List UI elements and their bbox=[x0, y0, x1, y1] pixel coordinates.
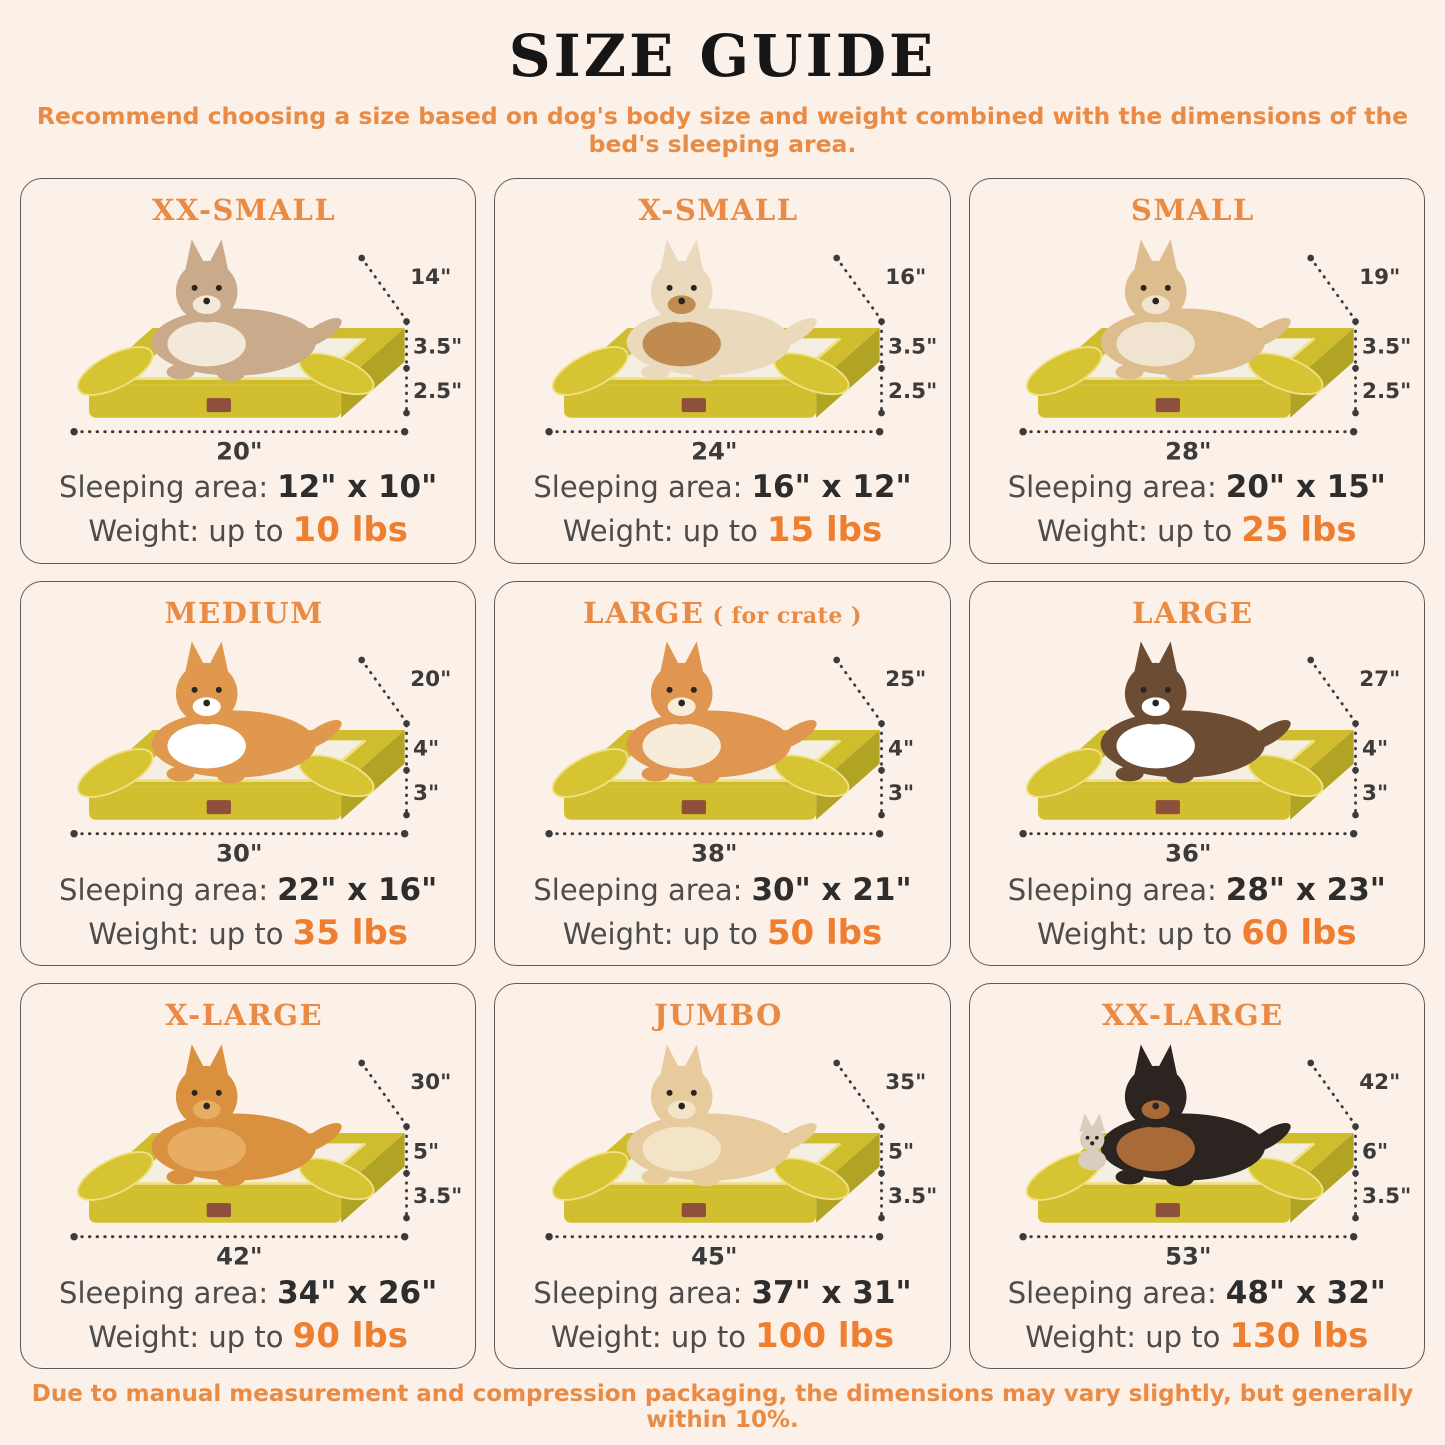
size-card-title bbox=[165, 998, 331, 1032]
animal-eye bbox=[666, 1090, 672, 1096]
animal-front-paw bbox=[641, 767, 669, 782]
second-animal-eye bbox=[1086, 1136, 1090, 1140]
animal-eye bbox=[216, 687, 222, 693]
sleeping-area-text bbox=[533, 871, 911, 910]
size-card-title bbox=[583, 596, 862, 630]
dimension-endpoint bbox=[876, 830, 883, 837]
animal-front-paw bbox=[1116, 1169, 1144, 1184]
brand-tag bbox=[1156, 1203, 1180, 1217]
animal-eye bbox=[666, 687, 672, 693]
size-card-xx-large bbox=[969, 983, 1425, 1369]
brand-tag bbox=[681, 800, 705, 814]
width-dimension-label: 42" bbox=[216, 1241, 263, 1271]
bed-illustration bbox=[29, 1032, 467, 1272]
bed-illustration bbox=[978, 1032, 1416, 1272]
sleeping-area-value: 48" x 32" bbox=[1225, 1274, 1386, 1311]
weight-value: 15 lbs bbox=[766, 510, 883, 551]
size-card-title-text: LARGE bbox=[1132, 595, 1254, 630]
animal-front-paw bbox=[217, 366, 245, 381]
weight-text bbox=[88, 912, 408, 955]
dimension-endpoint bbox=[545, 428, 552, 435]
size-card-title-text: XX-SMALL bbox=[151, 193, 337, 227]
size-card-large-for-crate bbox=[494, 581, 950, 967]
dimension-endpoint bbox=[878, 409, 885, 416]
animal-nose bbox=[204, 700, 211, 707]
sleeping-area-label: Sleeping area: bbox=[59, 470, 269, 505]
depth-dimension-label: 35" bbox=[884, 1070, 927, 1096]
second-animal-head bbox=[1080, 1127, 1104, 1151]
bolster-height-label: 5" bbox=[887, 1139, 914, 1165]
weight-label: Weight: up to bbox=[88, 1319, 284, 1354]
weight-label: Weight: up to bbox=[88, 916, 284, 951]
size-card-xx-small bbox=[20, 178, 476, 564]
dimension-endpoint bbox=[404, 409, 411, 416]
animal-chest bbox=[642, 724, 720, 769]
size-card-x-small bbox=[494, 178, 950, 564]
sleeping-area-value: 20" x 15" bbox=[1225, 469, 1386, 506]
bed-illustration bbox=[29, 227, 467, 467]
dimension-endpoint bbox=[404, 1215, 411, 1222]
size-card-title bbox=[165, 596, 332, 630]
depth-dimension-label: 25" bbox=[884, 667, 927, 693]
dimension-endpoint bbox=[404, 812, 411, 819]
depth-dimension-label: 20" bbox=[410, 667, 452, 693]
animal-front-paw bbox=[167, 364, 195, 379]
sleeping-area-text bbox=[1008, 871, 1386, 910]
dimension-endpoint bbox=[876, 428, 883, 435]
animal-front-paw bbox=[692, 366, 720, 381]
size-card-title bbox=[1131, 193, 1263, 227]
depth-dimension-line bbox=[362, 1063, 405, 1123]
animal-eye bbox=[1165, 687, 1171, 693]
animal-eye bbox=[192, 284, 198, 290]
animal-nose bbox=[1152, 1102, 1159, 1109]
width-dimension-label: 36" bbox=[1165, 838, 1212, 868]
sleeping-area-text bbox=[1008, 1274, 1386, 1313]
weight-label: Weight: up to bbox=[88, 514, 284, 549]
dimension-endpoint bbox=[833, 1060, 840, 1067]
depth-dimension-line bbox=[362, 660, 405, 720]
weight-text bbox=[88, 1315, 408, 1358]
weight-label: Weight: up to bbox=[1037, 916, 1233, 951]
bolster-height-label: 3.5" bbox=[887, 333, 937, 359]
size-card-title-text: SMALL bbox=[1130, 193, 1255, 227]
animal-chest bbox=[168, 1126, 246, 1171]
animal-nose bbox=[678, 297, 685, 304]
dimension-endpoint bbox=[401, 830, 408, 837]
weight-label: Weight: up to bbox=[550, 1319, 747, 1354]
dimension-endpoint bbox=[359, 254, 366, 261]
depth-dimension-label: 42" bbox=[1359, 1070, 1401, 1096]
dimension-endpoint bbox=[1350, 428, 1357, 435]
animal-nose bbox=[204, 297, 211, 304]
dimension-endpoint bbox=[71, 1233, 78, 1240]
sleeping-area-label: Sleeping area: bbox=[1007, 873, 1217, 908]
width-dimension-label: 53" bbox=[1165, 1241, 1212, 1271]
disclaimer-text: Due to manual measurement and compression packaging, the dimensions may vary slightly, but generally within 10%. bbox=[31, 1381, 1414, 1433]
bolster-height-label: 5" bbox=[413, 1139, 440, 1165]
animal-chest bbox=[1117, 321, 1195, 366]
sleeping-area-value: 28" x 23" bbox=[1225, 872, 1386, 909]
brand-tag bbox=[207, 398, 231, 412]
animal-eye bbox=[1141, 1090, 1147, 1096]
sleeping-area-value: 37" x 31" bbox=[751, 1274, 912, 1311]
dimension-endpoint bbox=[833, 254, 840, 261]
size-card-medium bbox=[20, 581, 476, 967]
sleeping-area-value: 34" x 26" bbox=[277, 1274, 438, 1311]
bolster-height-label: 3.5" bbox=[1362, 333, 1412, 359]
size-card-large bbox=[969, 581, 1425, 967]
weight-value: 50 lbs bbox=[766, 912, 883, 953]
weight-text bbox=[1025, 1315, 1368, 1358]
dimension-endpoint bbox=[878, 812, 885, 819]
dimension-endpoint bbox=[1307, 657, 1314, 664]
animal-chest bbox=[642, 321, 720, 366]
brand-tag bbox=[207, 1203, 231, 1217]
animal-nose bbox=[1152, 297, 1159, 304]
base-height-label: 2.5" bbox=[413, 378, 463, 404]
animal-chest bbox=[168, 724, 246, 769]
dimension-endpoint bbox=[359, 657, 366, 664]
bolster-height-label: 4" bbox=[1362, 736, 1389, 762]
sleeping-area-text bbox=[59, 468, 437, 507]
bed-figure bbox=[982, 1035, 1412, 1270]
animal-eye bbox=[192, 1090, 198, 1096]
depth-dimension-line bbox=[1311, 660, 1354, 720]
weight-text bbox=[563, 912, 883, 955]
bed-illustration bbox=[29, 630, 467, 870]
dimension-endpoint bbox=[1350, 830, 1357, 837]
sleeping-area-text bbox=[59, 1274, 437, 1313]
size-card-title-text: X-LARGE bbox=[165, 998, 324, 1033]
dimension-endpoint bbox=[1352, 409, 1359, 416]
dimension-endpoint bbox=[1350, 1233, 1357, 1240]
depth-dimension-line bbox=[362, 258, 405, 318]
base-height-label: 3.5" bbox=[1362, 1183, 1412, 1209]
sleeping-area-text bbox=[1008, 468, 1386, 507]
animal-front-paw bbox=[217, 1171, 245, 1186]
depth-dimension-label: 14" bbox=[410, 264, 452, 290]
base-height-label: 2.5" bbox=[887, 378, 937, 404]
size-card-jumbo bbox=[494, 983, 950, 1369]
dimension-endpoint bbox=[545, 830, 552, 837]
weight-text bbox=[1037, 509, 1357, 552]
dimension-endpoint bbox=[833, 657, 840, 664]
width-dimension-label: 30" bbox=[216, 838, 263, 868]
base-height-label: 3" bbox=[887, 781, 914, 807]
animal-eye bbox=[691, 687, 697, 693]
depth-dimension-line bbox=[1311, 258, 1354, 318]
depth-dimension-line bbox=[836, 1063, 879, 1123]
size-card-title-text: JUMBO bbox=[654, 998, 783, 1033]
bed-figure bbox=[33, 1035, 463, 1270]
animal-front-paw bbox=[1166, 769, 1194, 784]
width-dimension-label: 38" bbox=[690, 838, 738, 868]
brand-tag bbox=[1156, 800, 1180, 814]
bolster-height-label: 4" bbox=[887, 736, 914, 762]
dimension-endpoint bbox=[1307, 254, 1314, 261]
animal-front-paw bbox=[1166, 1171, 1194, 1186]
sleeping-area-label: Sleeping area: bbox=[533, 1275, 743, 1310]
animal-front-paw bbox=[1116, 364, 1144, 379]
dimension-endpoint bbox=[401, 428, 408, 435]
animal-front-paw bbox=[641, 364, 669, 379]
bed-illustration bbox=[503, 227, 941, 467]
sleeping-area-value: 22" x 16" bbox=[277, 872, 438, 909]
animal-eye bbox=[216, 284, 222, 290]
size-cards-grid bbox=[20, 178, 1425, 1369]
size-card-title bbox=[1102, 998, 1292, 1032]
sleeping-area-label: Sleeping area: bbox=[533, 873, 743, 908]
weight-label: Weight: up to bbox=[562, 916, 758, 951]
animal-chest bbox=[1117, 1126, 1195, 1171]
dimension-endpoint bbox=[1019, 830, 1026, 837]
animal-front-paw bbox=[692, 1171, 720, 1186]
animal-nose bbox=[678, 1102, 685, 1109]
animal-eye bbox=[666, 284, 672, 290]
size-card-title-text: MEDIUM bbox=[164, 595, 324, 630]
animal-eye bbox=[192, 687, 198, 693]
base-height-label: 3" bbox=[1362, 781, 1389, 807]
size-card-title-text: XX-LARGE bbox=[1101, 998, 1284, 1033]
depth-dimension-line bbox=[836, 258, 879, 318]
animal-front-paw bbox=[692, 769, 720, 784]
animal-eye bbox=[1165, 1090, 1171, 1096]
size-card-title bbox=[654, 998, 791, 1032]
dimension-endpoint bbox=[1019, 1233, 1026, 1240]
dimension-endpoint bbox=[1307, 1060, 1314, 1067]
weight-text bbox=[88, 509, 408, 552]
weight-value: 100 lbs bbox=[755, 1315, 895, 1356]
weight-label: Weight: up to bbox=[1037, 514, 1233, 549]
second-animal bbox=[1078, 1113, 1106, 1170]
sleeping-area-value: 16" x 12" bbox=[751, 469, 912, 506]
size-card-title-suffix: ( for crate ) bbox=[712, 602, 862, 629]
weight-text bbox=[551, 1315, 894, 1358]
brand-tag bbox=[681, 398, 705, 412]
dimension-endpoint bbox=[359, 1060, 366, 1067]
width-dimension-label: 45" bbox=[690, 1241, 738, 1271]
second-animal-eye bbox=[1095, 1136, 1099, 1140]
base-height-label: 3" bbox=[413, 781, 440, 807]
page-subtitle: Recommend choosing a size based on dog's body size and weight combined with the dimensions of the bed's sleeping area. bbox=[36, 102, 1409, 158]
width-dimension-label: 20" bbox=[216, 436, 263, 465]
bed-illustration bbox=[978, 630, 1416, 870]
animal-front-paw bbox=[1116, 767, 1144, 782]
bolster-height-label: 3.5" bbox=[413, 333, 463, 359]
animal-front-paw bbox=[1166, 366, 1194, 381]
second-animal-nose bbox=[1090, 1141, 1094, 1145]
animal-front-paw bbox=[641, 1169, 669, 1184]
animal-chest bbox=[1117, 724, 1195, 769]
base-height-label: 3.5" bbox=[413, 1183, 463, 1209]
depth-dimension-label: 30" bbox=[410, 1070, 452, 1096]
sleeping-area-label: Sleeping area: bbox=[59, 873, 269, 908]
bed-figure bbox=[508, 632, 938, 867]
sleeping-area-value: 30" x 21" bbox=[751, 872, 912, 909]
dimension-endpoint bbox=[1352, 812, 1359, 819]
sleeping-area-text bbox=[533, 468, 911, 507]
sleeping-area-text bbox=[533, 1274, 911, 1313]
base-height-label: 3.5" bbox=[887, 1183, 937, 1209]
animal-chest bbox=[642, 1126, 720, 1171]
page-title: SIZE GUIDE bbox=[508, 22, 937, 90]
weight-text bbox=[563, 509, 883, 552]
animal-nose bbox=[678, 700, 685, 707]
bolster-height-label: 4" bbox=[413, 736, 440, 762]
bed-figure bbox=[508, 230, 938, 465]
dimension-endpoint bbox=[71, 830, 78, 837]
animal-eye bbox=[691, 1090, 697, 1096]
weight-value: 60 lbs bbox=[1241, 912, 1357, 953]
brand-tag bbox=[207, 800, 231, 814]
size-card-title bbox=[152, 193, 344, 227]
sleeping-area-label: Sleeping area: bbox=[533, 470, 743, 505]
animal-front-paw bbox=[217, 769, 245, 784]
dimension-endpoint bbox=[545, 1233, 552, 1240]
size-card-title bbox=[1132, 596, 1261, 630]
bed-figure bbox=[33, 632, 463, 867]
weight-value: 10 lbs bbox=[292, 510, 408, 551]
dimension-endpoint bbox=[1352, 1215, 1359, 1222]
dimension-endpoint bbox=[876, 1233, 883, 1240]
bed-figure bbox=[982, 632, 1412, 867]
weight-value: 130 lbs bbox=[1229, 1315, 1369, 1356]
sleeping-area-label: Sleeping area: bbox=[1007, 470, 1217, 505]
animal-nose bbox=[204, 1102, 211, 1109]
animal-front-paw bbox=[167, 1169, 195, 1184]
brand-tag bbox=[1156, 398, 1180, 412]
depth-dimension-line bbox=[836, 660, 879, 720]
brand-tag bbox=[681, 1203, 705, 1217]
sleeping-area-text bbox=[59, 871, 437, 910]
sleeping-area-label: Sleeping area: bbox=[1007, 1275, 1217, 1310]
animal-eye bbox=[1141, 284, 1147, 290]
weight-text bbox=[1037, 912, 1357, 955]
bed-illustration bbox=[503, 1032, 941, 1272]
animal-nose bbox=[1152, 700, 1159, 707]
sleeping-area-label: Sleeping area: bbox=[59, 1275, 269, 1310]
depth-dimension-label: 19" bbox=[1359, 264, 1401, 290]
dimension-endpoint bbox=[71, 428, 78, 435]
second-animal-body bbox=[1078, 1150, 1106, 1171]
bed-illustration bbox=[503, 630, 941, 870]
depth-dimension-label: 16" bbox=[884, 264, 927, 290]
size-card-x-large bbox=[20, 983, 476, 1369]
weight-value: 35 lbs bbox=[292, 912, 408, 953]
depth-dimension-line bbox=[1311, 1063, 1354, 1123]
weight-label: Weight: up to bbox=[1025, 1319, 1221, 1354]
size-card-title-text: X-SMALL bbox=[638, 193, 799, 227]
size-card-small bbox=[969, 178, 1425, 564]
animal-front-paw bbox=[167, 767, 195, 782]
animal-eye bbox=[1165, 284, 1171, 290]
weight-label: Weight: up to bbox=[562, 514, 758, 549]
bed-figure bbox=[508, 1035, 938, 1270]
width-dimension-label: 24" bbox=[690, 436, 738, 465]
dimension-endpoint bbox=[401, 1233, 408, 1240]
weight-value: 25 lbs bbox=[1241, 510, 1357, 551]
weight-value: 90 lbs bbox=[292, 1315, 408, 1356]
width-dimension-label: 28" bbox=[1165, 436, 1212, 465]
dimension-endpoint bbox=[1019, 428, 1026, 435]
base-height-label: 2.5" bbox=[1362, 378, 1412, 404]
size-card-title-text: LARGE bbox=[583, 595, 705, 630]
bed-figure bbox=[33, 230, 463, 465]
sleeping-area-value: 12" x 10" bbox=[277, 469, 438, 506]
animal-eye bbox=[216, 1090, 222, 1096]
bolster-height-label: 6" bbox=[1362, 1139, 1389, 1165]
depth-dimension-label: 27" bbox=[1359, 667, 1401, 693]
dimension-endpoint bbox=[878, 1215, 885, 1222]
size-card-title bbox=[638, 193, 806, 227]
animal-eye bbox=[691, 284, 697, 290]
bed-figure bbox=[982, 230, 1412, 465]
animal-eye bbox=[1141, 687, 1147, 693]
bed-illustration bbox=[978, 227, 1416, 467]
animal-chest bbox=[168, 321, 246, 366]
